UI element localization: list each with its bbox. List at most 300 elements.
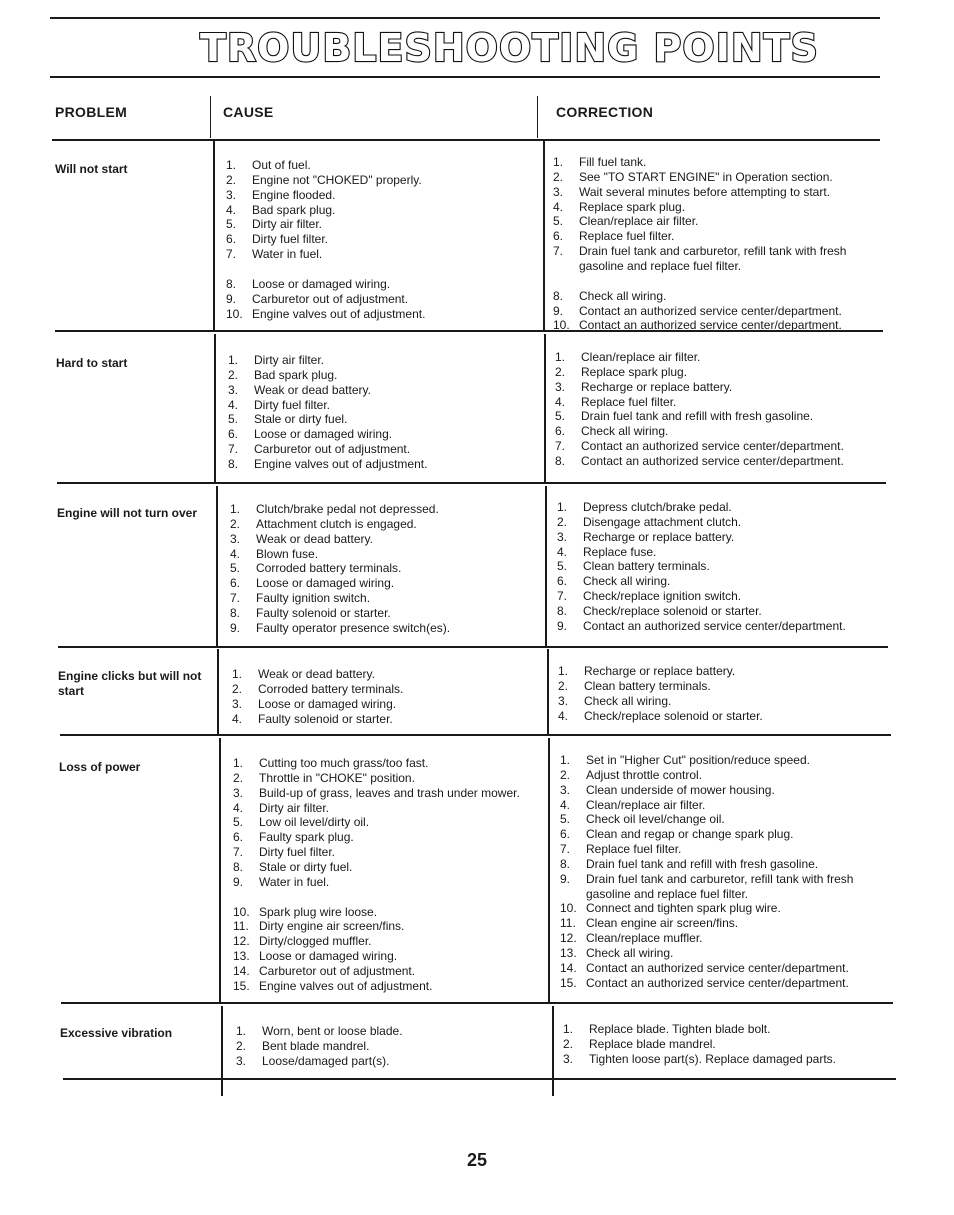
item-number: 9. — [557, 618, 568, 633]
cause-list — [226, 158, 535, 321]
item-number: 6. — [230, 576, 241, 591]
item-text: Wait several minutes before attempting to start. — [579, 184, 830, 199]
list-item — [226, 203, 535, 218]
item-text: Check all wiring. — [586, 945, 674, 960]
list-item — [563, 1052, 883, 1067]
column-divider-correction-tail — [552, 1078, 554, 1096]
list-item — [228, 442, 536, 457]
list-item — [226, 247, 535, 262]
item-number: 7. — [555, 439, 566, 454]
list-item — [558, 694, 878, 709]
list-item — [553, 155, 873, 170]
item-text: Attachment clutch is engaged. — [256, 516, 417, 531]
top-rule — [50, 17, 880, 19]
list-item — [563, 1022, 883, 1037]
item-number: 4. — [233, 800, 244, 815]
list-item — [228, 427, 536, 442]
item-text: Dirty fuel filter. — [254, 397, 331, 412]
list-item — [557, 500, 877, 515]
item-text: Check oil level/change oil. — [586, 812, 725, 827]
list-item — [236, 1054, 544, 1069]
item-text: Replace fuse. — [583, 544, 657, 559]
list-item — [226, 307, 535, 322]
item-text: Clean/replace air filter. — [579, 214, 699, 229]
item-number: 1. — [236, 1024, 247, 1038]
item-number: 2. — [560, 767, 571, 782]
list-item — [557, 604, 877, 619]
item-text: Clutch/brake pedal not depressed. — [256, 502, 439, 516]
item-number: 8. — [555, 453, 566, 468]
list-item — [230, 576, 537, 591]
list-item — [555, 409, 875, 424]
column-divider-correction — [544, 334, 546, 484]
item-text: Drain fuel tank and refill with fresh gasoline. — [581, 409, 814, 424]
header-problem: PROBLEM — [55, 104, 128, 120]
item-text: Replace fuel filter. — [579, 229, 675, 244]
item-text: Contact an authorized service center/department. — [579, 318, 842, 333]
item-number: 2. — [230, 516, 241, 531]
item-text: Carburetor out of adjustment. — [252, 291, 409, 306]
item-number: 11. — [233, 919, 249, 934]
list-item — [226, 188, 535, 203]
item-number: 3. — [553, 184, 564, 199]
list-item — [233, 756, 540, 771]
cause-list — [230, 502, 537, 636]
list-item — [230, 591, 537, 606]
column-divider-correction — [552, 1006, 554, 1080]
item-text: Engine not "CHOKED" properly. — [252, 172, 422, 187]
item-number: 7. — [557, 589, 568, 604]
item-number: 4. — [228, 397, 239, 412]
item-number: 2. — [563, 1036, 574, 1051]
list-item — [233, 949, 540, 964]
item-number: 4. — [558, 708, 569, 723]
item-text: Check all wiring. — [581, 424, 669, 439]
list-item — [560, 931, 880, 946]
item-text: Replace blade mandrel. — [589, 1036, 716, 1051]
list-item — [233, 815, 540, 830]
item-text: See "TO START ENGINE" in Operation section. — [579, 169, 833, 184]
item-number: 2. — [557, 514, 568, 529]
column-divider-correction — [547, 649, 549, 736]
item-number: 3. — [560, 782, 571, 797]
item-text: Faulty operator presence switch(es). — [256, 620, 451, 635]
item-text: Clean battery terminals. — [584, 678, 711, 693]
list-item — [233, 801, 540, 816]
list-item — [560, 916, 880, 931]
list-item — [233, 964, 540, 979]
list-item — [555, 424, 875, 439]
list-item — [228, 457, 536, 472]
list-item — [560, 812, 880, 827]
list-item — [560, 768, 880, 783]
item-text: Replace spark plug. — [579, 199, 686, 214]
item-text: Dirty fuel filter. — [259, 845, 336, 860]
item-text: Cutting too much grass/too fast. — [259, 756, 429, 770]
item-number: 1. — [558, 664, 569, 678]
item-number: 2. — [555, 364, 566, 379]
item-text: Set in "Higher Cut" position/reduce speed. — [586, 753, 810, 767]
item-number: 3. — [557, 529, 568, 544]
list-item — [230, 532, 537, 547]
list-item — [233, 919, 540, 934]
item-text: Disengage attachment clutch. — [583, 514, 742, 529]
item-text: Replace fuel filter. — [586, 842, 682, 857]
item-text: Stale or dirty fuel. — [254, 412, 348, 427]
correction-list — [560, 753, 880, 991]
list-item — [553, 289, 873, 304]
list-item — [226, 158, 535, 173]
list-item — [560, 976, 880, 991]
item-number: 9. — [233, 874, 244, 889]
list-item — [230, 547, 537, 562]
list-item — [233, 845, 540, 860]
item-text: Dirty air filter. — [252, 217, 323, 232]
item-number: 2. — [558, 678, 569, 693]
list-item — [557, 589, 877, 604]
item-number: 3. — [236, 1053, 247, 1068]
item-text: Faulty spark plug. — [259, 830, 354, 845]
section-rule — [61, 1002, 893, 1004]
list-item — [557, 515, 877, 530]
item-number: 9. — [226, 291, 237, 306]
column-divider-cause — [221, 1006, 223, 1080]
list-item — [228, 412, 536, 427]
list-item — [228, 353, 536, 368]
correction-list — [563, 1022, 883, 1067]
list-item — [233, 786, 540, 801]
item-text: Recharge or replace battery. — [584, 664, 736, 678]
item-text: Water in fuel. — [252, 247, 323, 262]
problem-label: Will not start — [55, 162, 128, 176]
list-item — [230, 606, 537, 621]
item-number: 3. — [555, 379, 566, 394]
item-number: 7. — [553, 244, 564, 259]
header-divider-2 — [537, 96, 538, 138]
item-text: Contact an authorized service center/department. — [586, 975, 849, 990]
list-item — [555, 350, 875, 365]
item-number: 15. — [560, 975, 577, 990]
list-item — [553, 185, 873, 200]
list-item — [553, 214, 873, 229]
column-divider-cause — [216, 486, 218, 648]
item-text: Worn, bent or loose blade. — [262, 1024, 403, 1038]
column-divider-correction — [543, 139, 545, 332]
list-item — [236, 1039, 544, 1054]
list-item — [553, 200, 873, 215]
correction-list — [553, 155, 873, 333]
item-text: Faulty solenoid or starter. — [256, 605, 391, 620]
item-number: 2. — [553, 169, 564, 184]
item-number: 8. — [233, 859, 244, 874]
list-item — [558, 664, 878, 679]
item-number: 3. — [226, 187, 237, 202]
list-item — [555, 380, 875, 395]
item-text: Blown fuse. — [256, 546, 319, 561]
list-item — [230, 621, 537, 636]
item-text: Throttle in "CHOKE" position. — [259, 770, 415, 785]
item-number: 9. — [230, 620, 241, 635]
column-divider-cause-tail — [221, 1078, 223, 1096]
item-number: 4. — [226, 202, 237, 217]
section-rule — [58, 646, 888, 648]
list-item — [560, 872, 880, 902]
item-text: Engine flooded. — [252, 187, 336, 202]
list-item — [233, 875, 540, 890]
column-divider-cause — [217, 649, 219, 736]
item-text: Engine valves out of adjustment. — [259, 978, 433, 993]
item-number: 10. — [233, 904, 250, 919]
list-item — [236, 1024, 544, 1039]
item-number: 13. — [233, 949, 250, 964]
problem-label: Engine will not turn over — [57, 506, 198, 520]
item-text: Out of fuel. — [252, 158, 311, 172]
list-item — [555, 454, 875, 469]
column-divider-cause — [214, 334, 216, 484]
item-text: Tighten loose part(s). Replace damaged parts. — [589, 1051, 837, 1066]
item-text: Stale or dirty fuel. — [259, 859, 353, 874]
item-text: Contact an authorized service center/department. — [581, 439, 844, 454]
list-item — [233, 860, 540, 875]
list-item — [226, 232, 535, 247]
item-number: 6. — [560, 827, 571, 842]
item-text: Bad spark plug. — [252, 202, 336, 217]
item-number: 13. — [560, 945, 577, 960]
item-text: Loose or damaged wiring. — [254, 427, 393, 442]
list-item — [560, 827, 880, 842]
item-text: Dirty engine air screen/fins. — [259, 919, 405, 934]
item-text: Weak or dead battery. — [254, 382, 371, 397]
list-item — [558, 709, 878, 724]
list-item — [560, 946, 880, 961]
item-number: 9. — [553, 303, 564, 318]
item-text: Loose or damaged wiring. — [256, 576, 395, 591]
item-number: 5. — [233, 815, 244, 830]
item-text: Clean and regap or change spark plug. — [586, 827, 794, 842]
item-number: 5. — [230, 561, 241, 576]
item-text: Engine valves out of adjustment. — [254, 456, 428, 471]
item-number: 10. — [553, 318, 570, 333]
list-item — [226, 173, 535, 188]
item-number: 1. — [553, 155, 564, 169]
item-text: Contact an authorized service center/department. — [579, 303, 842, 318]
item-text: Clean underside of mower housing. — [586, 782, 775, 797]
cause-list — [236, 1024, 544, 1069]
item-number: 4. — [553, 199, 564, 214]
list-item — [555, 365, 875, 380]
list-item — [553, 229, 873, 244]
item-text: Bad spark plug. — [254, 367, 338, 382]
item-text: Check all wiring. — [579, 288, 667, 303]
item-number: 1. — [555, 350, 566, 364]
problem-label: Loss of power — [59, 760, 141, 774]
item-number: 15. — [233, 978, 250, 993]
item-text: Corroded battery terminals. — [258, 681, 404, 696]
list-item — [553, 304, 873, 319]
item-text: Engine valves out of adjustment. — [252, 306, 426, 321]
item-text: Check/replace solenoid or starter. — [583, 603, 762, 618]
list-item — [557, 545, 877, 560]
item-number: 7. — [233, 845, 244, 860]
list-item — [232, 682, 539, 697]
item-number: 5. — [226, 217, 237, 232]
item-number: 5. — [553, 214, 564, 229]
problem-label: Engine clicks but will not start — [58, 669, 202, 698]
list-item — [230, 517, 537, 532]
list-item — [560, 753, 880, 768]
item-text: Check/replace solenoid or starter. — [584, 708, 763, 723]
list-item — [557, 530, 877, 545]
header-correction: CORRECTION — [556, 104, 654, 120]
list-item — [558, 679, 878, 694]
item-number: 7. — [230, 591, 241, 606]
item-number: 4. — [560, 797, 571, 812]
item-text: Low oil level/dirty oil. — [259, 815, 370, 830]
item-number: 2. — [228, 367, 239, 382]
item-text: Clean battery terminals. — [583, 559, 710, 574]
item-text: Contact an authorized service center/department. — [583, 618, 846, 633]
list-item — [226, 277, 535, 292]
item-text: Carburetor out of adjustment. — [259, 963, 416, 978]
item-number: 8. — [228, 456, 239, 471]
page-number: 25 — [466, 1150, 488, 1170]
item-text: Depress clutch/brake pedal. — [583, 500, 732, 514]
list-item — [553, 170, 873, 185]
list-item — [230, 561, 537, 576]
item-text: Connect and tighten spark plug wire. — [586, 901, 781, 916]
item-number: 3. — [233, 785, 244, 800]
list-item — [557, 619, 877, 634]
item-number: 1. — [560, 753, 571, 767]
item-number: 4. — [557, 544, 568, 559]
item-number: 1. — [557, 500, 568, 514]
list-item — [226, 292, 535, 307]
item-number: 8. — [553, 288, 564, 303]
list-item — [563, 1037, 883, 1052]
list-item — [557, 574, 877, 589]
item-text: Replace spark plug. — [581, 364, 688, 379]
section-rule — [63, 1078, 896, 1080]
item-text: Loose or damaged wiring. — [259, 949, 398, 964]
item-number: 14. — [560, 960, 577, 975]
item-text: Check all wiring. — [584, 693, 672, 708]
item-number: 1. — [230, 502, 241, 516]
item-text: Weak or dead battery. — [256, 531, 373, 546]
item-number: 8. — [230, 605, 241, 620]
list-item — [228, 398, 536, 413]
item-text: Dirty fuel filter. — [252, 232, 329, 247]
item-text: Faulty solenoid or starter. — [258, 711, 393, 726]
item-text: Clean/replace air filter. — [581, 350, 701, 364]
item-number: 9. — [560, 871, 571, 886]
item-number: 7. — [560, 842, 571, 857]
column-divider-cause — [219, 738, 221, 1004]
item-number: 2. — [233, 770, 244, 785]
item-text: Corroded battery terminals. — [256, 561, 402, 576]
item-number: 8. — [560, 856, 571, 871]
item-text: Weak or dead battery. — [258, 667, 375, 681]
list-item — [233, 934, 540, 949]
item-text: Fill fuel tank. — [579, 155, 647, 169]
item-number: 2. — [236, 1038, 247, 1053]
correction-list — [557, 500, 877, 634]
list-item — [560, 857, 880, 872]
item-text: Drain fuel tank and carburetor, refill tank with fresh gasoline and replace fuel filter. — [579, 244, 847, 273]
item-text: Loose/damaged part(s). — [262, 1053, 390, 1068]
item-text: Dirty air filter. — [254, 353, 325, 367]
header-divider-1 — [210, 96, 211, 138]
item-number: 6. — [553, 229, 564, 244]
list-item — [555, 439, 875, 454]
item-number: 7. — [226, 247, 237, 262]
list-item — [232, 712, 539, 727]
list-item — [233, 771, 540, 786]
item-number: 1. — [232, 667, 243, 681]
item-text: Recharge or replace battery. — [583, 529, 735, 544]
item-text: Replace blade. Tighten blade bolt. — [589, 1022, 771, 1036]
item-number: 3. — [558, 693, 569, 708]
header-rule — [52, 139, 880, 141]
column-divider-cause — [213, 139, 215, 332]
item-text: Clean engine air screen/fins. — [586, 916, 739, 931]
correction-list — [558, 664, 878, 723]
item-number: 1. — [228, 353, 239, 367]
item-number: 3. — [232, 696, 243, 711]
list-item — [233, 979, 540, 994]
item-text: Contact an authorized service center/department. — [586, 960, 849, 975]
item-text: Dirty/clogged muffler. — [259, 934, 372, 949]
item-text: Clean/replace air filter. — [586, 797, 706, 812]
cause-list — [232, 667, 539, 726]
list-item — [232, 697, 539, 712]
item-number: 10. — [560, 901, 577, 916]
item-text: Check/replace ignition switch. — [583, 589, 742, 604]
item-number: 5. — [560, 812, 571, 827]
list-item — [226, 217, 535, 232]
list-item — [230, 502, 537, 517]
list-item — [228, 368, 536, 383]
item-text: Loose or damaged wiring. — [258, 696, 397, 711]
item-text: Drain fuel tank and carburetor, refill tank with fresh gasoline and replace fuel filter. — [586, 871, 854, 901]
item-text: Carburetor out of adjustment. — [254, 442, 411, 457]
item-number: 4. — [230, 546, 241, 561]
column-divider-correction — [548, 738, 550, 1004]
list-item — [560, 961, 880, 976]
item-number: 8. — [557, 603, 568, 618]
item-number: 6. — [557, 574, 568, 589]
item-number: 8. — [226, 276, 237, 291]
list-item — [233, 905, 540, 920]
item-number: 2. — [232, 681, 243, 696]
item-number: 3. — [563, 1051, 574, 1066]
page-title: TROUBLESHOOTING POINTS — [200, 26, 819, 70]
item-text: Dirty air filter. — [259, 800, 330, 815]
item-number: 12. — [233, 934, 250, 949]
item-number: 5. — [228, 412, 239, 427]
item-text: Recharge or replace battery. — [581, 379, 733, 394]
section-rule — [60, 734, 891, 736]
list-item — [560, 901, 880, 916]
list-item — [553, 244, 873, 274]
cause-list — [233, 756, 540, 994]
item-number: 6. — [226, 232, 237, 247]
item-text: Build-up of grass, leaves and trash under mower. — [259, 785, 520, 800]
list-item — [228, 383, 536, 398]
item-number: 6. — [555, 424, 566, 439]
item-number: 6. — [228, 427, 239, 442]
section-rule — [57, 482, 886, 484]
list-item — [555, 395, 875, 410]
